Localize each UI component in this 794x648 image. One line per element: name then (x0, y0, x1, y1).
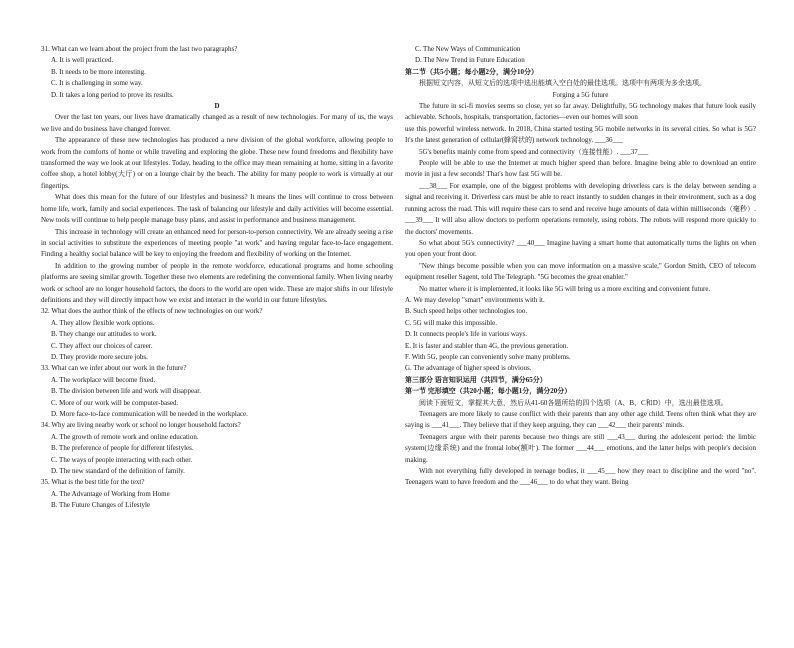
option-d: D. It connects people's life in various ways. (405, 330, 527, 339)
option-c: C. 5G will make this impossible. (405, 318, 497, 327)
question-35-option-a: A. The Advantage of Working from Home (51, 489, 170, 498)
question-32-option-d: D. They provide more secure jobs. (51, 352, 148, 361)
option-g: G. The advantage of higher speed is obvious. (405, 364, 532, 373)
passage-paragraph: 5G's benefits mainly come from speed and connectivity（连接性能）. ___37___ (419, 147, 649, 156)
cloze-paragraph: Teenagers argue with their parents because two things are still ___43___ during the adolescent period: the limbic system(边缘系统) and the frontal lobe(额叶). The former ___44___ emotions, and the latter helps with people's decision making. (405, 432, 756, 464)
passage-paragraph: "New things become possible when you can move information on a massive scale," Gordon Smith, CEO of telecom equipment reseller Sagent, told The Telegraph. "5G becomes the great enabler." (405, 261, 756, 282)
question-31-option-d: D. It takes a long period to prove its results. (51, 90, 174, 99)
passage-d-paragraph: In addition to the growing number of people in the remote workforce, educational programs and home schooling platforms are seeing similar growth. Together these two elements are redefining the conventional family. When living nearby work or school are no longer household factors, the doors to the world are open wide. These are major shifts in our lifestyle definitions and they will directly impact how we exist and interact in the world in our future lifestyles. (41, 261, 393, 304)
question-34-stem: 34. Why are living nearby work or school no longer household factors? (41, 421, 241, 430)
question-34-option-b: B. The preference of people for different lifestyles. (51, 444, 194, 453)
question-33-option-c: C. More of our work will be computer-based. (51, 398, 179, 407)
cloze-paragraph: With not everything fully developed in teenage bodies, it ___45___ how they react to discipline and the word "no". Teenagers want to have freedom and the ___46___ to do what they want. Being (405, 467, 756, 487)
question-35-option-c: C. The New Ways of Communication (415, 45, 521, 53)
question-33-option-b: B. The division between life and work will disappear. (51, 387, 201, 396)
passage-paragraph: People will be able to use the Internet at much higher speed than before. Imagine being able to download an entire movie in just a few seconds! That's how fast 5G will be. (405, 159, 756, 179)
part-3-section-1-heading: 第一节 完形填空（共20小题；每小题1分，满分20分） (405, 387, 572, 396)
section-2-instruction: 根据短文内容，从短文后的选项中选出能填入空白处的最佳选项。选项中有两项为多余选项。 (419, 79, 706, 88)
question-33-option-a: A. The workplace will become fixed. (51, 375, 156, 384)
question-32-option-a: A. They allow flexible work options. (51, 318, 155, 327)
part-3-instruction: 阅读下面短文，掌握其大意，然后从41-60各题所给的四个选项（A、B、C和D）中，选出最佳选项。 (419, 398, 728, 407)
option-a: A. We may develop "smart" environments with it. (405, 295, 545, 304)
question-32-option-b: B. They change our attitudes to work. (51, 330, 157, 339)
question-31-option-b: B. It needs to be more interesting. (51, 67, 146, 76)
passage-paragraph: ___38___ For example, one of the biggest problems with developing driverless cars is the delay between sending a signal and receiving it. Driverless cars must be able to react instantly to sudden changes in their environment, such as a dog running across the road. This will require these cars to send and receive huge amounts of data within milliseconds（毫秒）. ___39___ It will also allow doctors to perform operations remotely, using robots. The robots will respond more quickly to the doctors' movements. (405, 181, 756, 236)
option-f: F. With 5G, people can conveniently solve many problems. (405, 352, 571, 361)
passage-d-paragraph: The appearance of these new technologies has produced a new division of the global workforce, allowing people to work from the comforts of home or while traveling and exploring the globe. These new found freedoms and flexibility have transformed the way we look at our lifestyles. Today, heading to the office may mean remaining at home, sitting in a favorite coffee shop, a hotel lobby(大厅) or on a lounge chair by the beach. The ability for many people to work is virtually at our fingertips. (41, 136, 393, 190)
section-2-heading: 第二节（共5小题；每小题2分，满分10分） (405, 67, 538, 76)
question-35-option-d: D. The New Trend in Future Education (415, 56, 525, 65)
left-column (41, 44, 393, 512)
part-3-heading: 第三部分 语言知识运用（共四节，满分65分） (405, 375, 547, 384)
passage-paragraph: The future in sci-fi movies seems so close, yet so far away. Delightfully, 5G technology makes that future look easily achievable. Schools, hospitals, transportation, factories—even our homes will soon (405, 102, 756, 122)
question-31-stem: 31. What can we learn about the project from the last two paragraphs? (41, 45, 238, 53)
question-34-option-c: C. The ways of people interacting with each other. (51, 455, 192, 464)
passage-paragraph: No matter where it is implemented, it looks like 5G will bring us a more exciting and convenient future. (419, 284, 711, 293)
passage-paragraph: use this powerful wireless network. In 2018, China started testing 5G mobile networks in its several cities. So what is 5G? It's the latest generation of cellular(蜂窝状的) network technology. ___36___ (405, 124, 756, 145)
option-b: B. Such speed helps other technologies too. (405, 307, 528, 316)
question-33-stem: 33. What can we infer about our work in the future? (41, 364, 187, 373)
question-35-stem: 35. What is the best title for the text? (41, 478, 145, 487)
question-33-option-d: D. More face-to-face communication will be needed in the workplace. (51, 410, 248, 418)
right-column (405, 44, 756, 489)
question-35-option-b: B. The Future Changes of Lifestyle (51, 501, 151, 510)
question-32-stem: 32. What does the author think of the effects of new technologies on our work? (41, 307, 263, 316)
passage-d-paragraph: This increase in technology will create an enhanced need for person-to-person connectivity. We are already seeing a rise in social activities to substitute the experiences of meeting people "at work" and having regular face-to-face engagement. Finding a healthy social balance will be key to enjoying the freedom and flexibility of working on the Internet. (41, 227, 393, 259)
question-34-option-d: D. The new standard of the definition of family. (51, 467, 185, 476)
question-31-option-a: A. It is well practiced. (51, 56, 114, 65)
cloze-paragraph: Teenagers are more likely to cause conflict with their parents than any other age child. Teens often think what they are saying is ___41___. They believe that if they keep arguing, they can ___42___ their parents' minds. (405, 410, 756, 430)
question-34-option-a: A. The growth of remote work and online education. (51, 432, 199, 441)
passage-d-paragraph: Over the last ten years, our lives have dramatically changed as a result of new technologies. For many of us, the ways we live and do business have changed forever. (41, 113, 393, 133)
passage-d-paragraph: What does this mean for the future of our lifestyles and business? It means the lines will continue to cross between home life, work, family and social experiences. The task of balancing our lifestyle and daily activities will become essential. New tools will continue to help people manage busy plans, and assist in performance and business management. (41, 193, 393, 225)
question-31-option-c: C. It is challenging in some way. (51, 79, 143, 88)
passage-d-letter: D (214, 102, 220, 111)
passage-title: Forging a 5G future (552, 90, 609, 99)
question-32-option-c: C. They affect our choices of career. (51, 341, 153, 350)
passage-paragraph: So what about 5G's connectivity? ___40___ Imagine having a smart home that automatically turns the lights on when you open your front door. (405, 238, 756, 259)
option-e: E. It is faster and stabler than 4G, the previous generation. (405, 341, 569, 350)
